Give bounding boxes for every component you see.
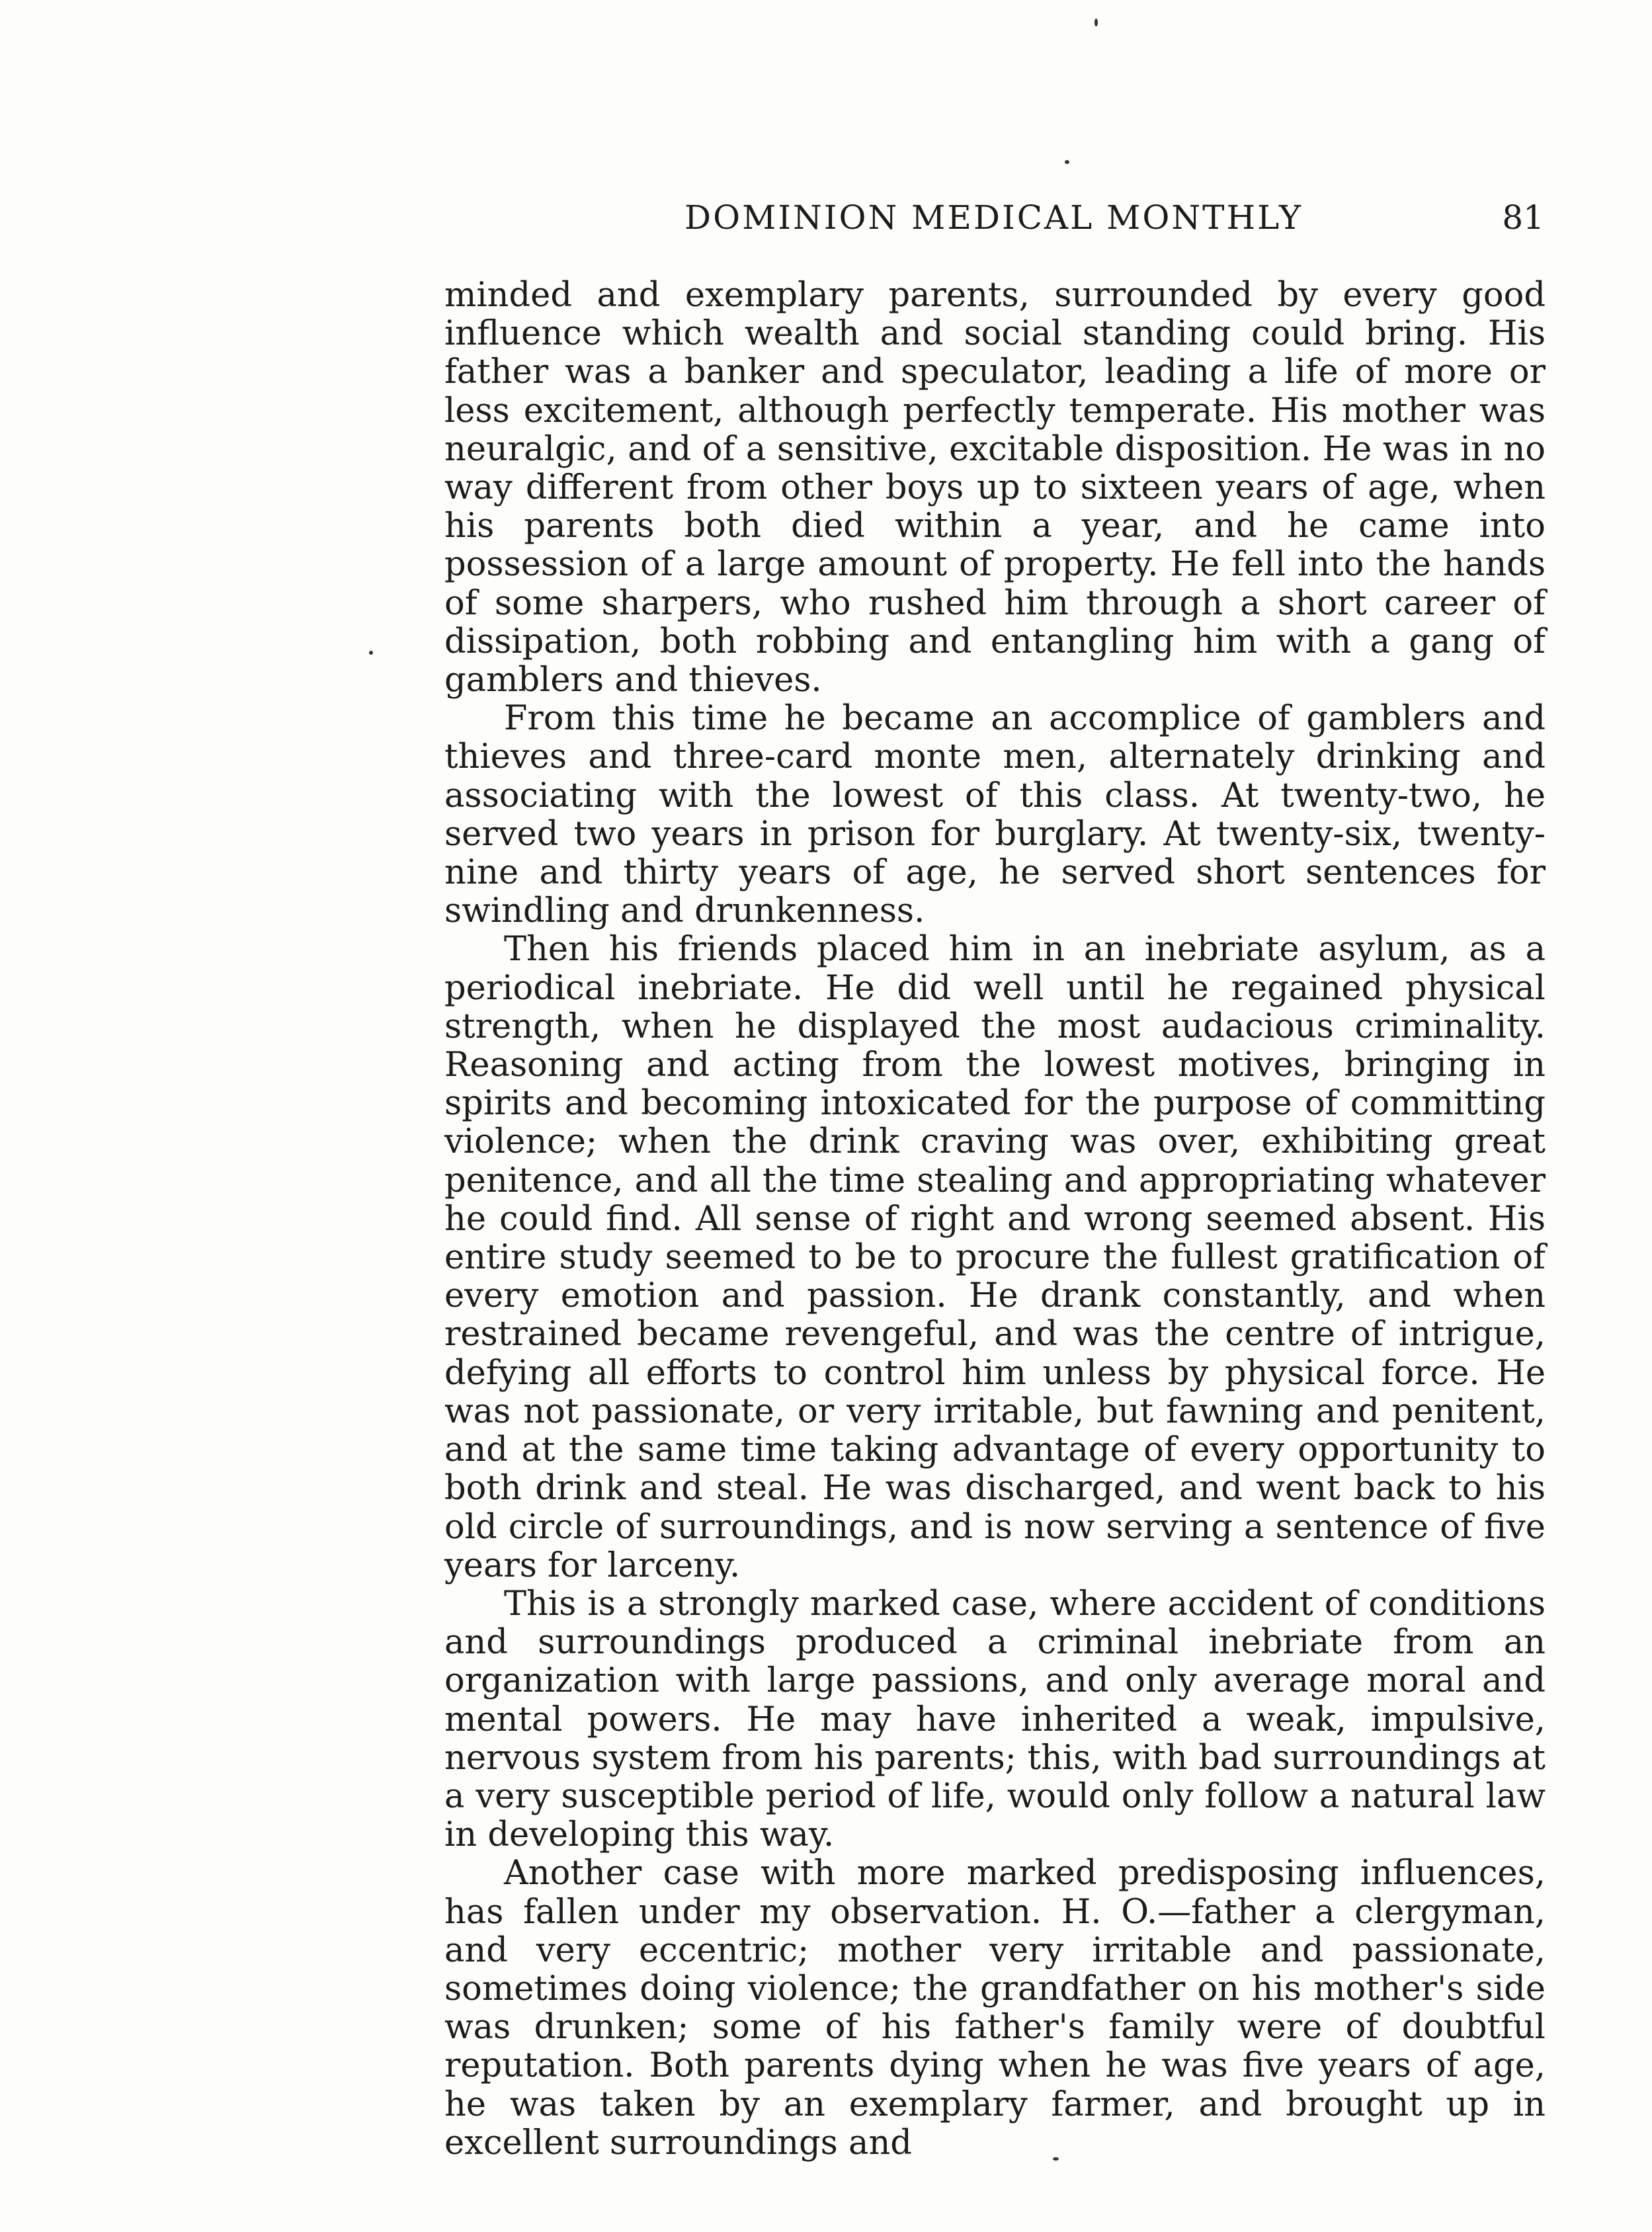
page-header [446,198,1544,251]
paragraph-gamblers: From this time he became an accomplice of gamblers and thieves and three-card monte men, alternately drinking and associating with the lowest of this class. At twenty-two, he served two years in prison for burglary. At twenty-six, twenty-nine and thirty years of age, he served short sentences for swindling and drunkenness. [444,699,1546,931]
running-title: DOMINION MEDICAL MONTHLY [684,198,1303,237]
body-text [444,276,1546,2163]
scan-speck [1065,160,1069,164]
page-number: 81 [1502,198,1544,237]
paragraph-marked-case: This is a strongly marked case, where accident of conditions and surroundings produced a criminal inebriate from an organization with large passions, and only average moral and mental powers. He may have inherited a weak, impulsive, nervous system from his parents; this, with bad surroundings at a very susceptible period of life, would only follow a natural law in developing this way. [444,1584,1546,1855]
paragraph-another-case: Another case with more marked predisposing influences, has fallen under my observation. H. O.—father a clergyman, and very eccentric; mother very irritable and passionate, sometimes doing violence; the grandfather on his mother's side was drunken; some of his father's family were of doubtful reputation. Both parents dying when he was five years of age, he was taken by an exemplary farmer, and brought up in excellent surroundings and [444,1854,1546,2163]
scan-speck [1053,2157,1059,2161]
paragraph-asylum: Then his friends placed him in an inebriate asylum, as a periodical inebriate. He did well until he regained physical strength, when he displayed the most audacious criminality. Reasoning and acting from the lowest motives, bringing in spirits and becoming intoxicated for the purpose of committing violence; when the drink craving was over, exhibiting great penitence, and all the time stealing and appropriating whatever he could find. All sense of right and wrong seemed absent. His entire study seemed to be to procure the fullest gratification of every emotion and passion. He drank constantly, and when restrained became revengeful, and was the centre of intrigue, defying all efforts to control him unless by physical force. He was not passionate, or very irritable, but fawning and penitent, and at the same time taking advantage of every opportunity to both drink and steal. He was discharged, and went back to his old circle of surroundings, and is now serving a sentence of five years for larceny. [444,930,1546,1585]
paragraph-continuation: minded and exemplary parents, surrounded by every good influence which wealth and social standing could bring. His father was a banker and speculator, leading a life of more or less excitement, although perfectly temperate. His mother was neuralgic, and of a sensitive, excitable disposition. He was in no way different from other boys up to sixteen years of age, when his parents both died within a year, and he came into possession of a large amount of property. He fell into the hands of some sharpers, who rushed him through a short career of dissipation, both robbing and entangling him with a gang of gamblers and thieves. [444,276,1546,700]
scan-speck [1094,19,1098,26]
scan-speck [369,651,373,655]
